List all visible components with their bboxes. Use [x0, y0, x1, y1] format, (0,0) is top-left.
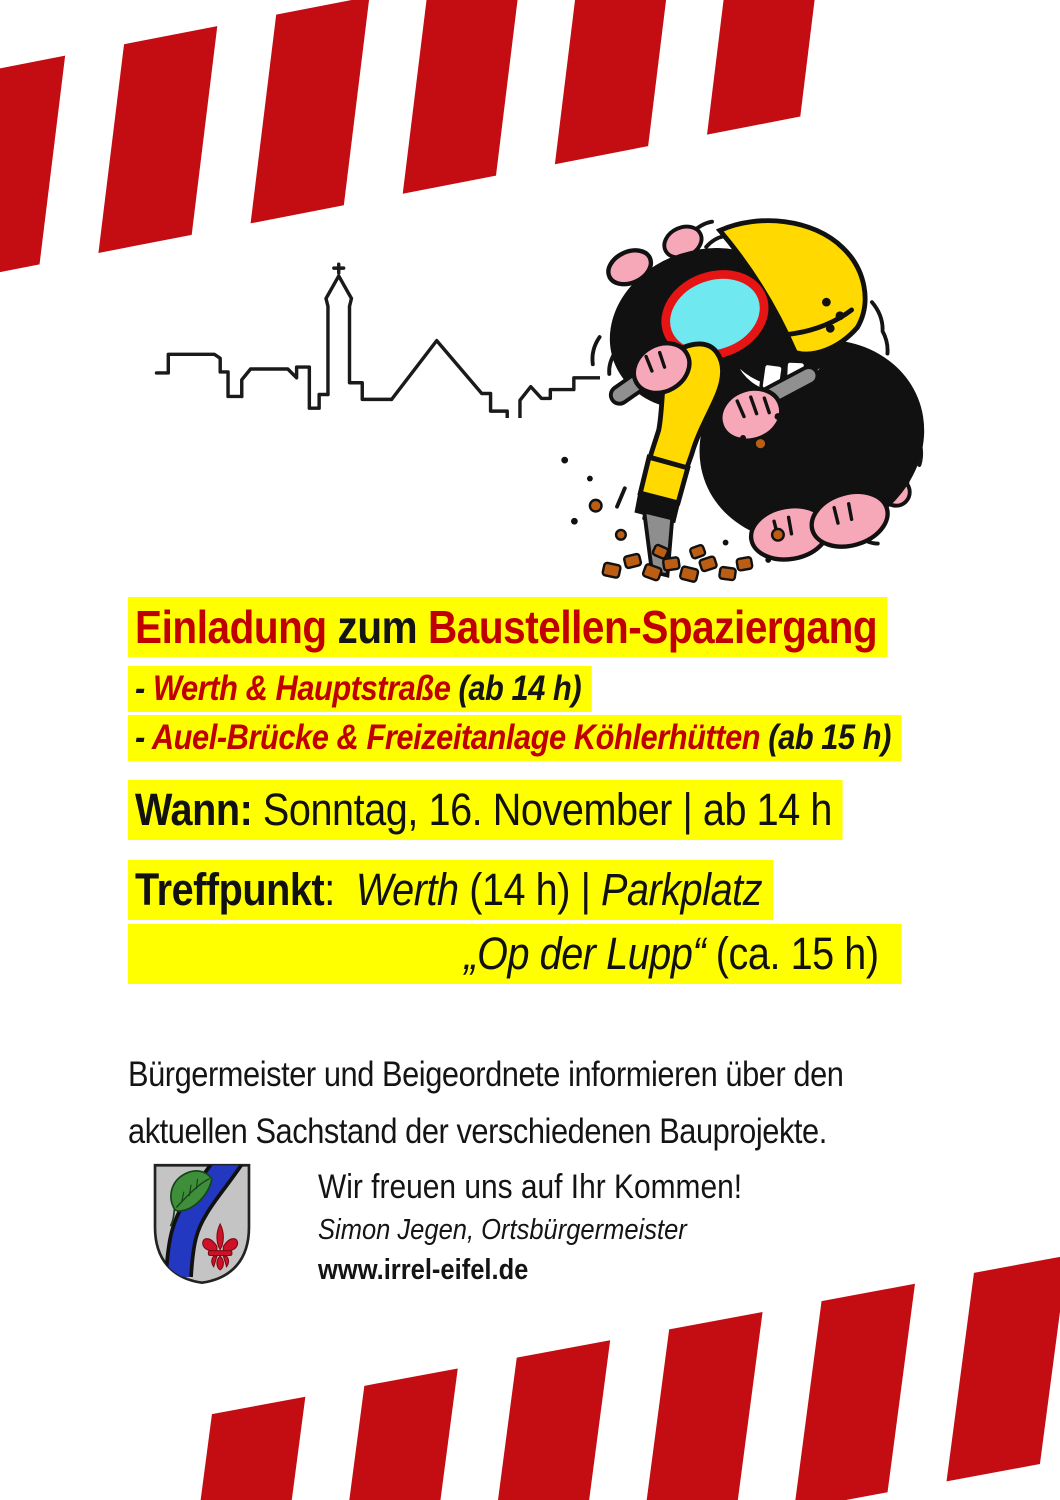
- bullet-2-place: Auel-Brücke & Freizeitanlage Köhlerhütten: [151, 718, 769, 757]
- barrier-stripe: [98, 26, 217, 253]
- barrier-stripe: [707, 0, 826, 135]
- meeting-line-2: [128, 924, 938, 984]
- meeting-line2-time: (ca. 15 h): [705, 928, 879, 979]
- barrier-stripe: [0, 56, 65, 283]
- headline-highlight: [128, 597, 888, 657]
- barrier-stripe: [947, 1256, 1060, 1482]
- footer-website: www.irrel-eifel.de: [318, 1254, 529, 1286]
- headline-part2: zum: [326, 601, 428, 653]
- bullet-2-time: (ab 15 h): [768, 718, 892, 757]
- meeting-quote: „Op der Lupp“: [464, 928, 706, 979]
- footer-text: [318, 1164, 800, 1290]
- barrier-stripe: [184, 1397, 305, 1500]
- bullet-line-1: [128, 666, 938, 712]
- info-line-1: Bürgermeister und Beigeordnete informieren über den: [128, 1055, 844, 1094]
- when-value: Sonntag, 16. November | ab 14 h: [252, 784, 832, 835]
- headline: [128, 597, 938, 657]
- bullet-1-time: (ab 14 h): [458, 669, 582, 708]
- headline-part1: Einladung: [135, 601, 327, 653]
- text-column: [128, 597, 1048, 1160]
- irrel-coat-of-arms-icon: [145, 1161, 259, 1287]
- info-line-2: aktuellen Sachstand der verschiedenen Bauprojekte.: [128, 1112, 827, 1151]
- meeting-colon: :: [324, 864, 356, 915]
- bullet-1-highlight: [128, 666, 592, 712]
- bullet-1-place: Werth & Hauptstraße: [152, 669, 459, 708]
- barrier-stripe: [403, 0, 522, 194]
- footer-welcome: Wir freuen uns auf Ihr Kommen!: [318, 1168, 743, 1206]
- info-paragraph: [128, 1046, 1048, 1160]
- when-label: Wann:: [135, 784, 253, 835]
- meeting-label: Treffpunkt: [135, 864, 325, 915]
- barrier-stripe: [489, 1340, 610, 1500]
- when-highlight: [128, 780, 843, 840]
- bullet-1-dash: -: [135, 669, 153, 708]
- mole-jackhammer-icon: [535, 213, 953, 591]
- footer-signature: Simon Jegen, Ortsbürgermeister: [318, 1214, 687, 1246]
- barrier-stripe: [251, 0, 370, 223]
- bullet-2-dash: -: [135, 718, 152, 757]
- meeting-highlight: [128, 860, 773, 920]
- barrier-stripe: [337, 1369, 458, 1500]
- meeting-mid: (14 h) |: [458, 864, 601, 915]
- meeting-place-1: Werth: [355, 864, 459, 915]
- village-skyline-icon: [148, 226, 600, 418]
- bullet-2-highlight: [128, 715, 902, 761]
- bullet-line-2: [128, 715, 938, 761]
- meeting-place-2: Parkplatz: [600, 864, 763, 915]
- when-line: [128, 780, 938, 840]
- meeting-line2-highlight: [128, 924, 902, 984]
- meeting-line-1: [128, 860, 938, 920]
- barrier-stripe: [555, 0, 674, 164]
- barrier-stripe: [642, 1312, 763, 1500]
- barrier-stripe: [794, 1284, 915, 1500]
- headline-part3: Baustellen-Spaziergang: [427, 601, 878, 653]
